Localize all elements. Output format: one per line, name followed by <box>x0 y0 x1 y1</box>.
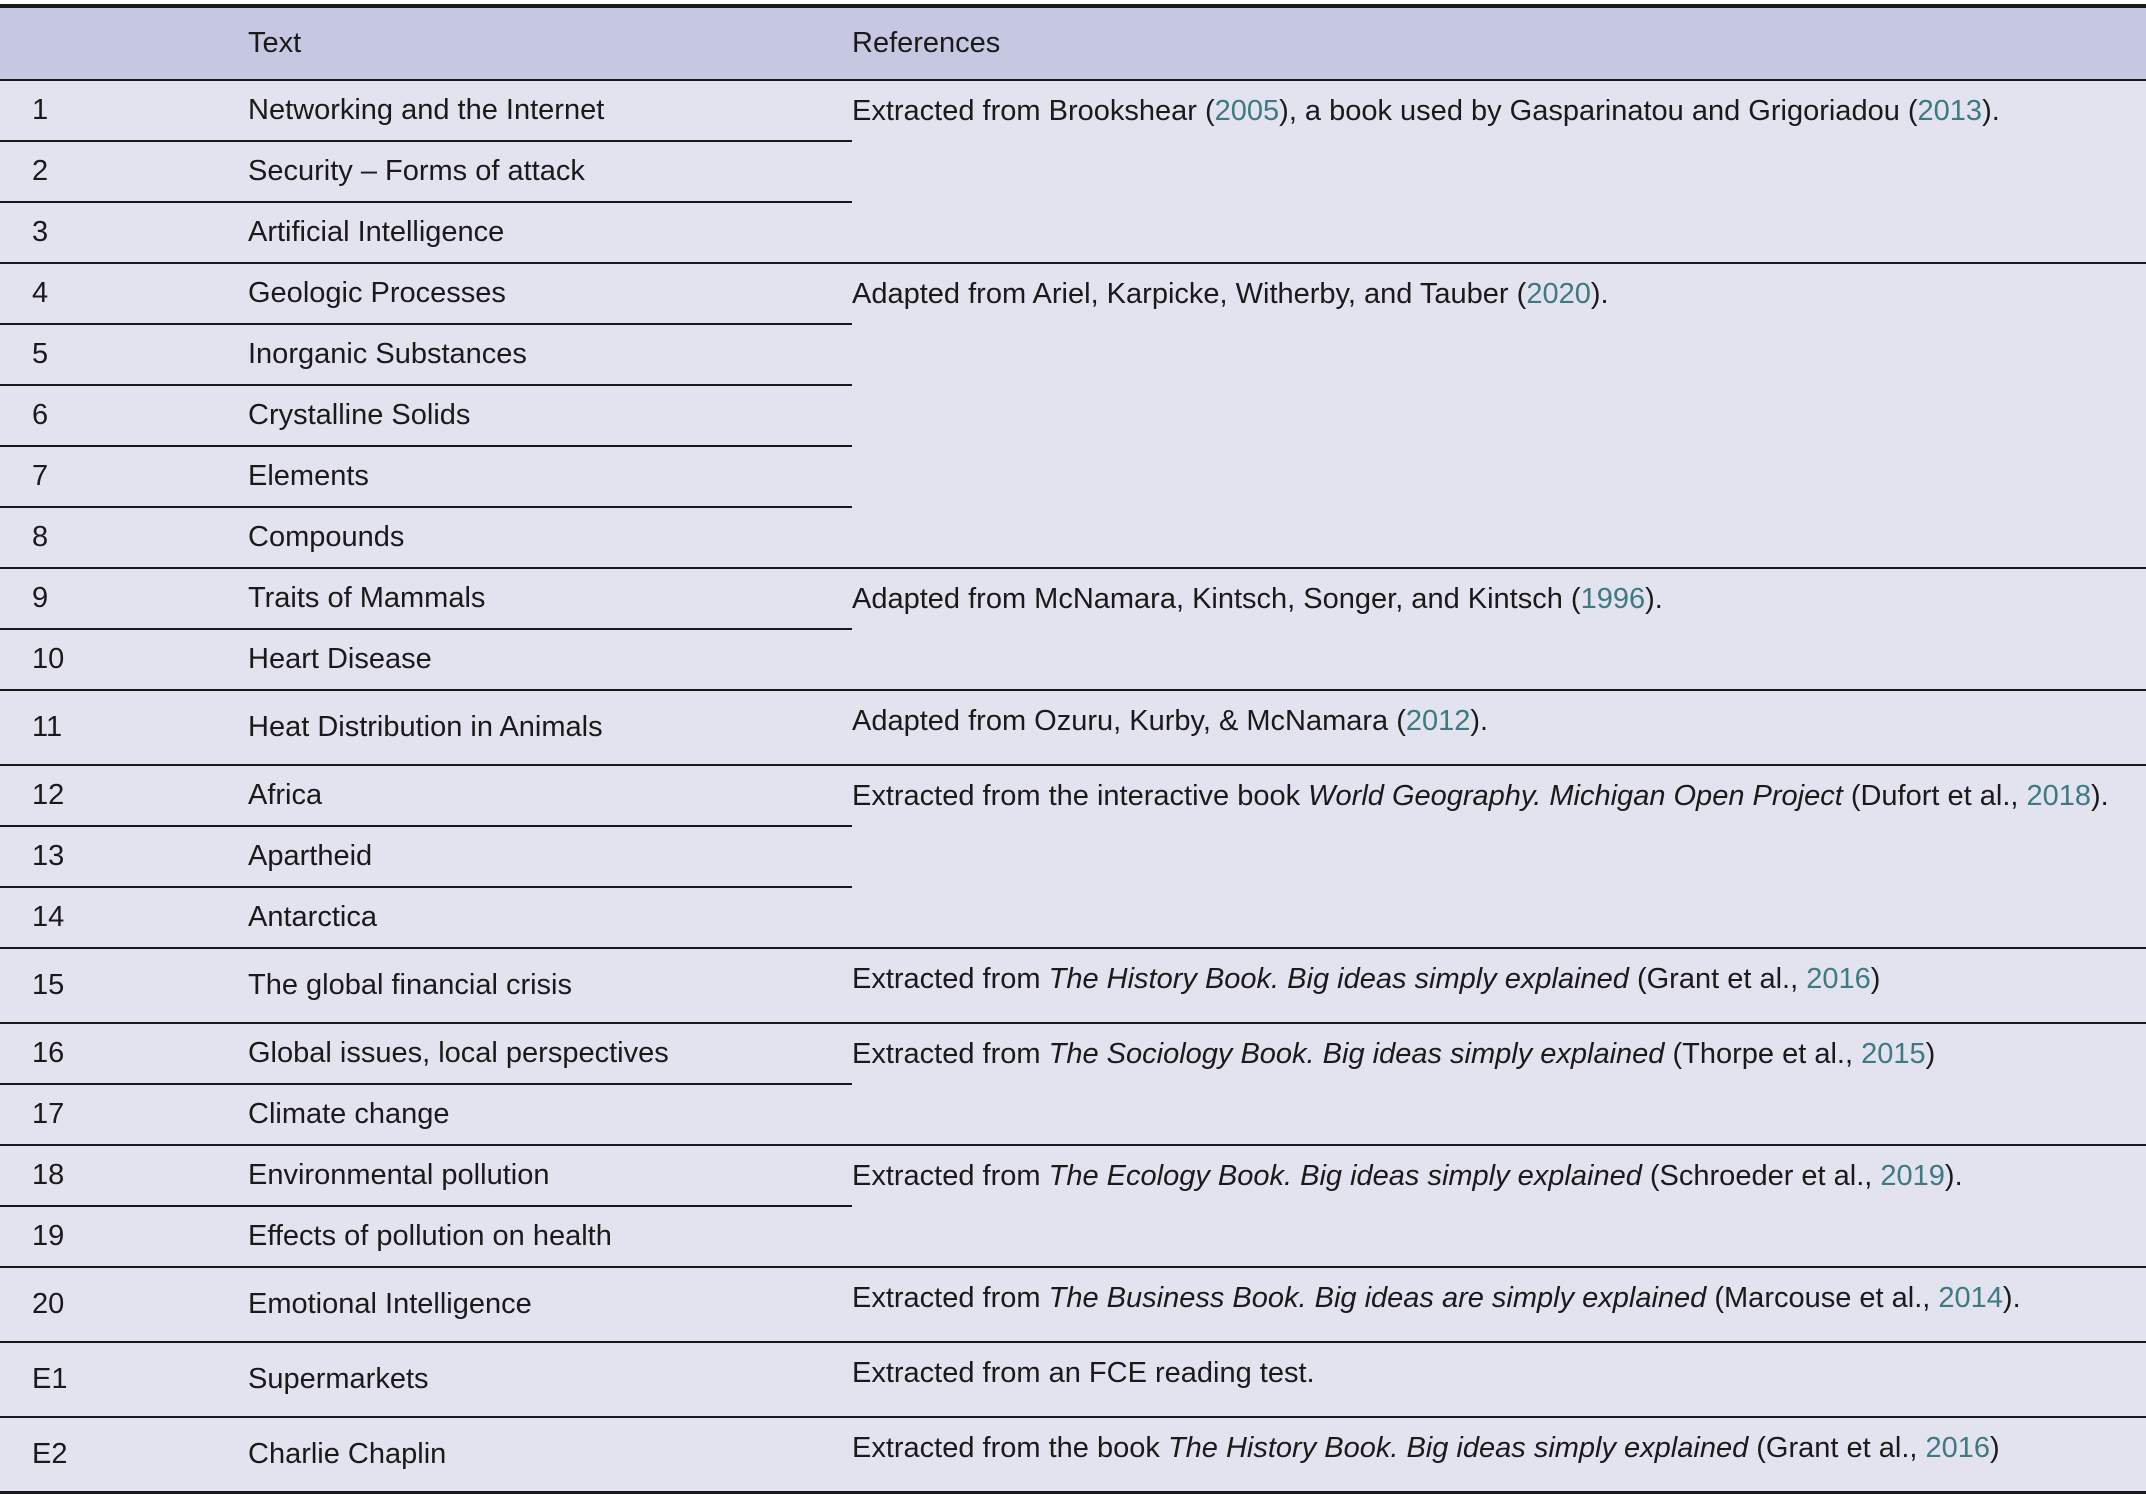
row-number: 10 <box>0 629 248 690</box>
reference-text: Extracted from the interactive book <box>852 780 1309 812</box>
table-row <box>0 1023 2146 1084</box>
reference-text: ) <box>1925 1038 1936 1070</box>
row-number: E1 <box>0 1342 248 1417</box>
table-row <box>0 568 2146 629</box>
row-number: E2 <box>0 1417 248 1493</box>
row-text-title: Security – Forms of attack <box>248 141 852 202</box>
reference-text: ), a book used by Gasparinatou and Grigoriadou ( <box>1279 95 1918 127</box>
reference-text: ). <box>1645 583 1663 615</box>
row-text-title: Inorganic Substances <box>248 324 852 385</box>
reference-text: Adapted from Ariel, Karpicke, Witherby, and Tauber ( <box>852 278 1527 310</box>
row-text-title: Effects of pollution on health <box>248 1206 852 1267</box>
reference-text: Extracted from <box>852 1160 1049 1192</box>
citation-year-link[interactable]: 2015 <box>1861 1038 1926 1070</box>
header-text: Text <box>248 6 852 80</box>
table-row <box>0 80 2146 141</box>
row-number: 12 <box>0 765 248 826</box>
row-number: 14 <box>0 887 248 948</box>
row-text-title: Emotional Intelligence <box>248 1267 852 1342</box>
reference-text: Extracted from <box>852 1282 1049 1314</box>
row-number: 2 <box>0 141 248 202</box>
row-text-title: Climate change <box>248 1084 852 1145</box>
row-text-title: Africa <box>248 765 852 826</box>
row-number: 5 <box>0 324 248 385</box>
texts-references-table <box>0 4 2146 1494</box>
reference-text: Extracted from <box>852 963 1049 995</box>
row-text-title: Crystalline Solids <box>248 385 852 446</box>
reference-text: ) <box>1870 963 1881 995</box>
reference-text: Adapted from McNamara, Kintsch, Songer, and Kintsch ( <box>852 583 1581 615</box>
table-header <box>0 6 2146 80</box>
table-row <box>0 1342 2146 1417</box>
row-number: 20 <box>0 1267 248 1342</box>
row-number: 6 <box>0 385 248 446</box>
row-text-title: Antarctica <box>248 887 852 948</box>
row-reference <box>852 1417 2146 1493</box>
row-text-title: Heat Distribution in Animals <box>248 690 852 765</box>
row-reference <box>852 1267 2146 1342</box>
citation-year-link[interactable]: 2018 <box>2026 780 2092 812</box>
reference-text: Extracted from Brookshear ( <box>852 95 1215 127</box>
reference-text: ). <box>2091 780 2109 812</box>
row-reference <box>852 948 2146 1023</box>
reference-text: ). <box>1982 95 2000 127</box>
row-number: 3 <box>0 202 248 263</box>
row-reference <box>852 568 2146 690</box>
row-text-title: Traits of Mammals <box>248 568 852 629</box>
header-references: References <box>852 6 2146 80</box>
reference-text: Extracted from <box>852 1038 1049 1070</box>
row-number: 11 <box>0 690 248 765</box>
reference-text: (Grant et al., <box>1748 1432 1926 1464</box>
citation-year-link[interactable]: 2012 <box>1405 705 1471 737</box>
row-text-title: Supermarkets <box>248 1342 852 1417</box>
row-reference <box>852 690 2146 765</box>
reference-text: (Schroeder et al., <box>1641 1160 1881 1192</box>
header-row <box>0 6 2146 80</box>
row-number: 16 <box>0 1023 248 1084</box>
row-text-title: Charlie Chaplin <box>248 1417 852 1493</box>
citation-year-link[interactable]: 2019 <box>1880 1160 1945 1192</box>
reference-text: ). <box>1470 705 1489 737</box>
row-reference <box>852 1342 2146 1417</box>
reference-text: ). <box>1590 278 1609 310</box>
texts-table-container <box>0 4 2146 1494</box>
row-reference <box>852 765 2146 948</box>
row-text-title: Networking and the Internet <box>248 80 852 141</box>
reference-text: (Thorpe et al., <box>1664 1038 1862 1070</box>
table-row <box>0 1267 2146 1342</box>
reference-text: (Grant et al., <box>1628 963 1807 995</box>
row-reference <box>852 263 2146 568</box>
row-text-title: Heart Disease <box>248 629 852 690</box>
book-title: The Ecology Book. Big ideas simply explained <box>1048 1160 1642 1192</box>
reference-text: ) <box>1990 1432 2000 1464</box>
row-number: 18 <box>0 1145 248 1206</box>
table-row <box>0 1145 2146 1206</box>
row-text-title: The global financial crisis <box>248 948 852 1023</box>
row-number: 8 <box>0 507 248 568</box>
row-text-title: Geologic Processes <box>248 263 852 324</box>
row-text-title: Apartheid <box>248 826 852 887</box>
row-number: 4 <box>0 263 248 324</box>
table-row <box>0 765 2146 826</box>
row-text-title: Elements <box>248 446 852 507</box>
book-title: World Geography. Michigan Open Project <box>1308 780 1843 812</box>
header-number <box>0 6 248 80</box>
row-reference <box>852 1145 2146 1267</box>
reference-text: Adapted from Ozuru, Kurby, & McNamara ( <box>852 705 1406 737</box>
book-title: The History Book. Big ideas simply explained <box>1048 963 1629 995</box>
citation-year-link[interactable]: 2005 <box>1214 95 1280 127</box>
reference-text: (Marcouse et al., <box>1706 1282 1939 1314</box>
table-row <box>0 948 2146 1023</box>
row-reference <box>852 80 2146 263</box>
citation-year-link[interactable]: 2016 <box>1806 963 1871 995</box>
row-number: 1 <box>0 80 248 141</box>
row-text-title: Compounds <box>248 507 852 568</box>
citation-year-link[interactable]: 1996 <box>1580 583 1646 615</box>
table-row <box>0 690 2146 765</box>
table-body <box>0 80 2146 1493</box>
book-title: The History Book. Big ideas simply explained <box>1167 1432 1749 1464</box>
row-text-title: Environmental pollution <box>248 1145 852 1206</box>
row-number: 13 <box>0 826 248 887</box>
book-title: The Sociology Book. Big ideas simply explained <box>1048 1038 1665 1070</box>
reference-text: Extracted from the book <box>852 1432 1168 1464</box>
reference-text: ). <box>2002 1282 2021 1314</box>
row-number: 17 <box>0 1084 248 1145</box>
row-number: 9 <box>0 568 248 629</box>
row-reference <box>852 1023 2146 1145</box>
citation-year-link[interactable]: 2014 <box>1938 1282 2003 1314</box>
table-row <box>0 1417 2146 1493</box>
citation-year-link[interactable]: 2016 <box>1925 1432 1991 1464</box>
row-text-title: Global issues, local perspectives <box>248 1023 852 1084</box>
row-number: 19 <box>0 1206 248 1267</box>
table-row <box>0 263 2146 324</box>
citation-year-link[interactable]: 2020 <box>1526 278 1591 310</box>
row-number: 15 <box>0 948 248 1023</box>
reference-text: Extracted from an FCE reading test. <box>852 1357 1315 1389</box>
reference-text: ). <box>1944 1160 1963 1192</box>
citation-year-link[interactable]: 2013 <box>1917 95 1983 127</box>
row-text-title: Artificial Intelligence <box>248 202 852 263</box>
reference-text: (Dufort et al., <box>1842 780 2027 812</box>
row-number: 7 <box>0 446 248 507</box>
book-title: The Business Book. Big ideas are simply explained <box>1048 1282 1707 1314</box>
